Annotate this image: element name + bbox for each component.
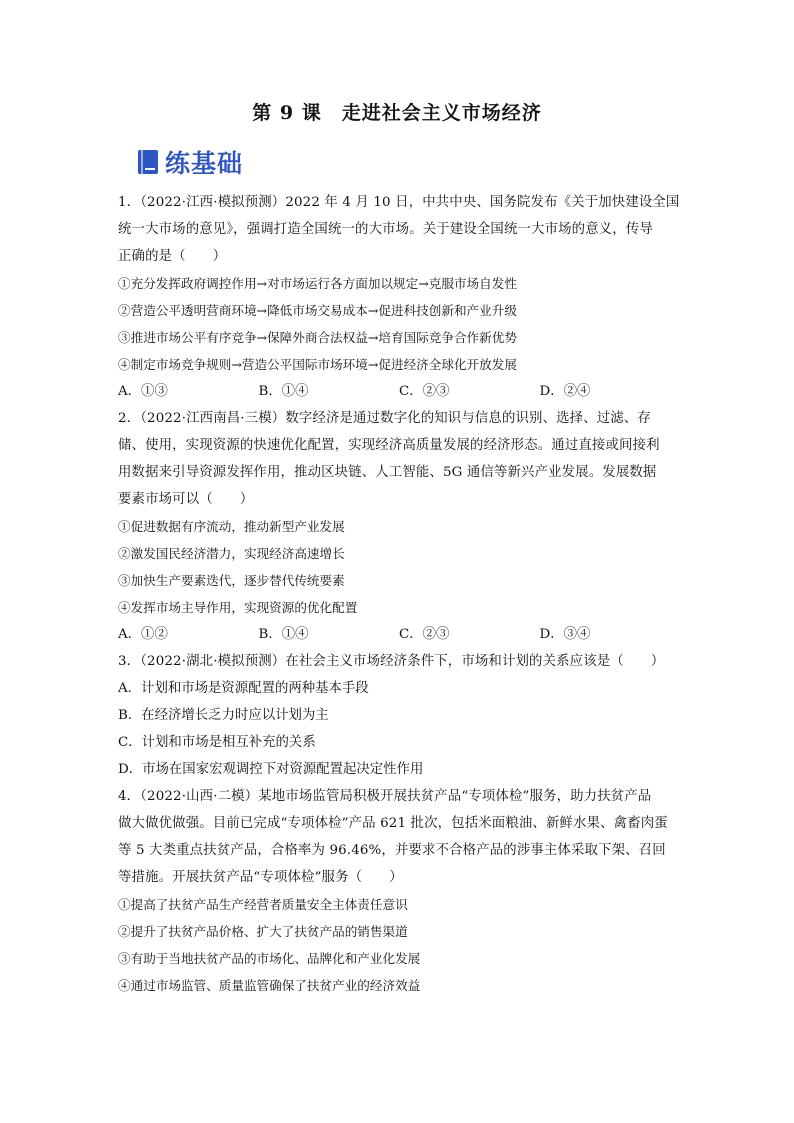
question-text-line: 等 5 大类重点扶贫产品，合格率为 96.46%，并要求不合格产品的涉事主体采取下架、召回 (118, 843, 666, 858)
statement-option: ①促进数据有序流动，推动新型产业发展 (118, 519, 345, 534)
choice-a[interactable]: A．计划和市场是资源配置的两种基本手段 (118, 681, 369, 696)
choice-a[interactable]: A．①③ (118, 384, 168, 399)
question-text-line: 4．（2022·山西·二模）某地市场监管局积极开展扶贫产品“专项体检”服务，助力扶贫产品 (118, 789, 652, 804)
statement-option: ①提高了扶贫产品生产经营者质量安全主体责任意识 (118, 897, 408, 912)
question-text-line: 2．（2022·江西南昌·三模）数字经济是通过数字化的知识与信息的识别、选择、过滤、存 (118, 411, 651, 426)
choice-c[interactable]: C．②③ (399, 627, 450, 642)
question-list (118, 189, 680, 999)
choice-b[interactable]: B．在经济增长乏力时应以计划为主 (118, 708, 329, 723)
answer-choices (118, 378, 680, 405)
statement-option: ①充分发挥政府调控作用→对市场运行各方面加以规定→克服市场自发性 (118, 276, 517, 291)
statement-option: ②提升了扶贫产品价格、扩大了扶贫产品的销售渠道 (118, 924, 408, 939)
question-1 (118, 189, 680, 405)
statement-option: ④通过市场监管、质量监管确保了扶贫产业的经济效益 (118, 978, 421, 993)
question-text-line: 3．（2022·湖北·模拟预测）在社会主义市场经济条件下，市场和计划的关系应该是（ ） (118, 654, 665, 669)
choice-c[interactable]: C．计划和市场是相互补充的关系 (118, 735, 316, 750)
statement-option: ②激发国民经济潜力，实现经济高速增长 (118, 546, 345, 561)
question-text-line: 统一大市场的意见》，强调打造全国统一的大市场。关于建设全国统一大市场的意义，传导 (118, 222, 653, 237)
question-2 (118, 405, 680, 648)
question-text-line: 储、使用，实现资源的快速优化配置，实现经济高质量发展的经济形态。通过直接或间接利 (118, 438, 660, 453)
statement-option: ③有助于当地扶贫产品的市场化、品牌化和产业化发展 (118, 951, 421, 966)
statement-option: ②营造公平透明营商环境→降低市场交易成本→促进科技创新和产业升级 (118, 303, 517, 318)
choice-d[interactable]: D．②④ (539, 384, 591, 399)
choice-d[interactable]: D．市场在国家宏观调控下对资源配置起决定性作用 (118, 762, 424, 777)
section-title: 练基础 (165, 149, 244, 178)
statement-option: ④发挥市场主导作用，实现资源的优化配置 (118, 600, 358, 615)
statement-option: ④制定市场竞争规则→营造公平国际市场环境→促进经济全球化开放发展 (118, 357, 517, 372)
book-icon (137, 149, 159, 175)
question-text-line: 1．（2022·江西·模拟预测）2022 年 4 月 10 日，中共中央、国务院发布《关于加快建设全国 (118, 195, 680, 210)
question-4 (118, 783, 680, 999)
statement-option: ③加快生产要素迭代，逐步替代传统要素 (118, 573, 345, 588)
question-text-line: 等措施。开展扶贫产品“专项体检”服务（ ） (118, 870, 403, 885)
question-text-line: 用数据来引导资源发挥作用，推动区块链、人工智能、5G 通信等新兴产业发展。发展数据 (118, 465, 657, 480)
choice-b[interactable]: B．①④ (258, 384, 309, 399)
answer-choices (118, 621, 680, 648)
question-text-line: 要素市场可以（ ） (118, 492, 254, 507)
choice-d[interactable]: D．③④ (539, 627, 591, 642)
choice-a[interactable]: A．①② (118, 627, 168, 642)
section-header (137, 145, 243, 179)
choice-c[interactable]: C．②③ (399, 384, 450, 399)
page-title: 第 9 课 走进社会主义市场经济 (252, 102, 542, 124)
question-text-line: 做大做优做强。目前已完成“专项体检”产品 621 批次，包括米面粮油、新鲜水果、禽畜肉蛋 (118, 816, 668, 831)
choice-b[interactable]: B．①④ (258, 627, 309, 642)
question-3 (118, 648, 680, 783)
question-text-line: 正确的是（ ） (118, 249, 227, 264)
statement-option: ③推进市场公平有序竞争→保障外商合法权益→培育国际竞争合作新优势 (118, 330, 517, 345)
